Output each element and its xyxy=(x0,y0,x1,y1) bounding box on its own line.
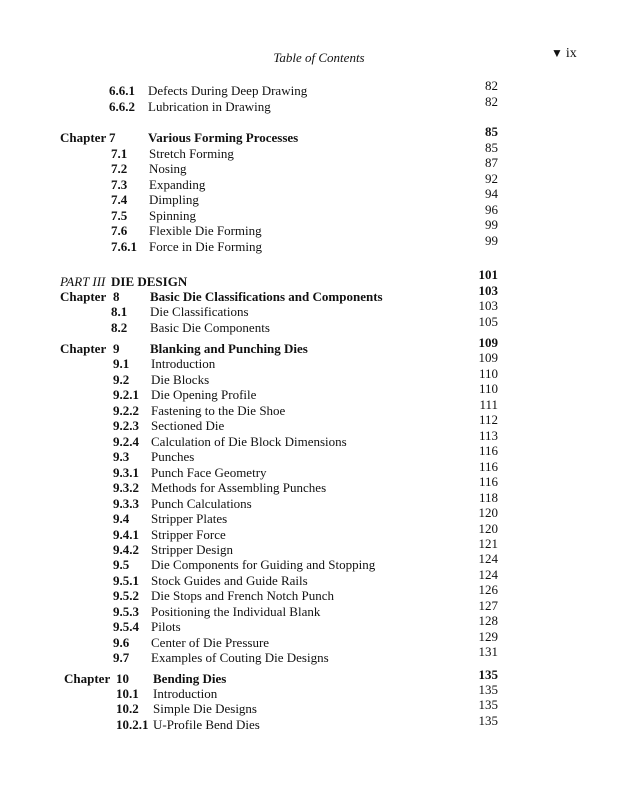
section-number: 9.4.1 xyxy=(113,527,139,542)
section-number: 10.1 xyxy=(116,686,139,701)
section-number: 8 xyxy=(113,289,120,304)
page-ref: 112 xyxy=(478,412,498,427)
toc-entry xyxy=(0,267,638,290)
toc-entry xyxy=(0,124,638,146)
section-title: Basic Die Components xyxy=(150,320,270,335)
page-ref: 124 xyxy=(478,567,498,582)
section-number: 9 xyxy=(113,341,120,356)
section-number: 9.2 xyxy=(113,372,130,387)
section-number: 9.3.1 xyxy=(113,465,139,480)
page-ref: 110 xyxy=(478,366,498,381)
toc-entry xyxy=(0,521,638,543)
section-title: Die Classifications xyxy=(150,304,249,319)
page-ref: 131 xyxy=(478,644,498,659)
toc-entry xyxy=(0,366,638,388)
toc-entry xyxy=(0,171,638,193)
toc-entry xyxy=(0,667,638,687)
section-title: Stripper Plates xyxy=(151,511,228,526)
section-number: 9.3 xyxy=(113,449,130,464)
page-ref: 126 xyxy=(478,582,498,597)
section-title: Dimpling xyxy=(149,192,199,207)
toc-entry xyxy=(0,283,638,305)
toc-entry xyxy=(0,381,638,403)
page-ref: 92 xyxy=(485,171,498,186)
toc-entry xyxy=(0,202,638,224)
page-ref: 85 xyxy=(485,140,498,155)
section-title: Methods for Assembling Punches xyxy=(151,480,327,495)
section-number: 9.6 xyxy=(113,635,130,650)
section-title: Center of Die Pressure xyxy=(151,635,270,650)
section-number: 7.3 xyxy=(111,177,128,192)
page-ref: 101 xyxy=(478,267,498,282)
page-ref: 103 xyxy=(478,298,498,313)
toc-entry xyxy=(0,217,638,239)
section-title: Introduction xyxy=(153,686,218,701)
section-number: 7.2 xyxy=(111,161,128,176)
section-number: 10.2.1 xyxy=(116,717,149,732)
section-title: Basic Die Classifications and Components xyxy=(150,289,383,304)
toc-entry xyxy=(0,443,638,465)
page-ref: 113 xyxy=(478,428,498,443)
section-title: Bending Dies xyxy=(153,671,227,686)
section-number: 9.2.4 xyxy=(113,434,139,449)
section-title: Punch Face Geometry xyxy=(151,465,267,480)
toc-entry xyxy=(0,186,638,208)
toc-entry xyxy=(0,697,638,717)
page-ref: 118 xyxy=(478,490,498,505)
section-number: 9.4 xyxy=(113,511,130,526)
toc-entry xyxy=(0,140,638,162)
section-title: Examples of Couting Die Designs xyxy=(151,650,329,665)
section-number: 6.6.1 xyxy=(109,83,135,98)
section-number: 9.3.2 xyxy=(113,480,139,495)
page-ref: 99 xyxy=(485,217,498,232)
toc-entry xyxy=(0,397,638,419)
section-number: 9.7 xyxy=(113,650,130,665)
toc-entry xyxy=(0,155,638,177)
toc-entry xyxy=(0,233,638,255)
toc-entry xyxy=(0,490,638,512)
section-number: 9.1 xyxy=(113,356,130,371)
toc-entry xyxy=(0,713,638,733)
page-ref: 121 xyxy=(478,536,498,551)
section-number: 10.2 xyxy=(116,701,139,716)
toc-entry xyxy=(0,428,638,450)
toc-entry xyxy=(0,335,638,357)
section-title: Simple Die Designs xyxy=(153,701,257,716)
toc-entry xyxy=(0,94,638,115)
chapter-label: Chapter xyxy=(64,671,111,686)
section-number: 7.6 xyxy=(111,223,128,238)
section-number: 6.6.2 xyxy=(109,99,135,114)
page-ref: 135 xyxy=(478,682,498,697)
toc-entry xyxy=(0,582,638,604)
section-title: Die Components for Guiding and Stopping xyxy=(151,557,376,572)
section-number: 9.3.3 xyxy=(113,496,139,511)
chapter-label: Chapter xyxy=(60,289,107,304)
toc-entry xyxy=(0,314,638,336)
section-title: Stripper Design xyxy=(151,542,233,557)
page-ref: 116 xyxy=(478,459,498,474)
toc-entry xyxy=(0,459,638,481)
page-ref: 94 xyxy=(485,186,498,201)
page-ref: 135 xyxy=(478,713,498,728)
page-ref: 111 xyxy=(479,397,498,412)
toc-entry xyxy=(0,682,638,702)
toc-entry xyxy=(0,536,638,558)
section-number: 7.4 xyxy=(111,192,128,207)
page-ref: 135 xyxy=(478,667,498,682)
toc-entry xyxy=(0,298,638,320)
toc-entry xyxy=(0,505,638,527)
section-title: Positioning the Individual Blank xyxy=(151,604,321,619)
section-number: 7.5 xyxy=(111,208,128,223)
section-title: Spinning xyxy=(149,208,196,223)
page-number xyxy=(551,46,577,62)
part-label: PART III xyxy=(60,274,106,289)
section-number: 8.1 xyxy=(111,304,128,319)
toc-entry xyxy=(0,412,638,434)
page-ref: 99 xyxy=(485,233,498,248)
section-number: 7.1 xyxy=(111,146,128,161)
section-number: 7.6.1 xyxy=(111,239,137,254)
page-ref: 110 xyxy=(478,381,498,396)
section-title: Stretch Forming xyxy=(149,146,234,161)
toc-entry xyxy=(0,613,638,635)
section-title: Expanding xyxy=(149,177,206,192)
section-title: Stripper Force xyxy=(151,527,226,542)
page-ref: 87 xyxy=(485,155,498,170)
section-title: Die Blocks xyxy=(151,372,210,387)
toc-entry xyxy=(0,551,638,573)
page-ref: 124 xyxy=(478,551,498,566)
section-number: 9.5.4 xyxy=(113,619,139,634)
page-ref: 85 xyxy=(485,124,498,139)
toc-entry xyxy=(0,474,638,496)
section-title: Defects During Deep Drawing xyxy=(148,83,308,98)
section-title: Fastening to the Die Shoe xyxy=(151,403,286,418)
section-number: 7 xyxy=(109,130,116,145)
page-ref: 109 xyxy=(478,335,498,350)
toc-entry xyxy=(0,644,638,666)
section-title: Introduction xyxy=(151,356,216,371)
section-title: Sectioned Die xyxy=(151,418,225,433)
section-number: 9.2.1 xyxy=(113,387,139,402)
page-ref: 105 xyxy=(478,314,498,329)
page-ref: 82 xyxy=(485,78,498,93)
section-title: U-Profile Bend Dies xyxy=(153,717,260,732)
toc-entry xyxy=(0,350,638,372)
page-number-text: ix xyxy=(565,46,577,61)
section-title: Lubrication in Drawing xyxy=(148,99,271,114)
page-ref: 82 xyxy=(485,94,498,109)
section-number: 8.2 xyxy=(111,320,128,335)
page-ref: 103 xyxy=(478,283,498,298)
section-title: Calculation of Die Block Dimensions xyxy=(151,434,347,449)
toc-entry xyxy=(0,629,638,651)
page-ref: 116 xyxy=(478,474,498,489)
section-title: Flexible Die Forming xyxy=(149,223,262,238)
page-ref: 120 xyxy=(478,521,498,536)
page-ref: 129 xyxy=(478,629,498,644)
page-ref: 127 xyxy=(478,598,498,613)
toc-entry xyxy=(0,78,638,99)
page-ref: 96 xyxy=(485,202,498,217)
page-ref: 135 xyxy=(478,697,498,712)
page-ref: 109 xyxy=(478,350,498,365)
page-ref: 116 xyxy=(478,443,498,458)
page-ref: 120 xyxy=(478,505,498,520)
section-title: Stock Guides and Guide Rails xyxy=(151,573,308,588)
triangle-marker-icon: ▼ xyxy=(551,46,563,60)
section-title: Nosing xyxy=(149,161,187,176)
section-number: 9.4.2 xyxy=(113,542,139,557)
section-title: Die Opening Profile xyxy=(151,387,257,402)
section-title: Various Forming Processes xyxy=(148,130,299,145)
section-number: 9.2.3 xyxy=(113,418,139,433)
chapter-label: Chapter xyxy=(60,341,107,356)
section-title: Force in Die Forming xyxy=(149,239,263,254)
section-number: 9.5.3 xyxy=(113,604,139,619)
section-number: 9.2.2 xyxy=(113,403,139,418)
section-title: Punches xyxy=(151,449,195,464)
toc-entry xyxy=(0,567,638,589)
section-number: 9.5 xyxy=(113,557,130,572)
section-number: 10 xyxy=(116,671,129,686)
section-title: Pilots xyxy=(151,619,181,634)
section-number: 9.5.2 xyxy=(113,588,139,603)
page-ref: 128 xyxy=(478,613,498,628)
section-number: DIE DESIGN xyxy=(111,274,188,289)
section-title: Punch Calculations xyxy=(151,496,252,511)
section-title: Blanking and Punching Dies xyxy=(150,341,308,356)
chapter-label: Chapter xyxy=(60,130,107,145)
section-number: 9.5.1 xyxy=(113,573,139,588)
section-title: Die Stops and French Notch Punch xyxy=(151,588,335,603)
running-header-title: Table of Contents xyxy=(273,50,365,65)
toc-entry xyxy=(0,598,638,620)
